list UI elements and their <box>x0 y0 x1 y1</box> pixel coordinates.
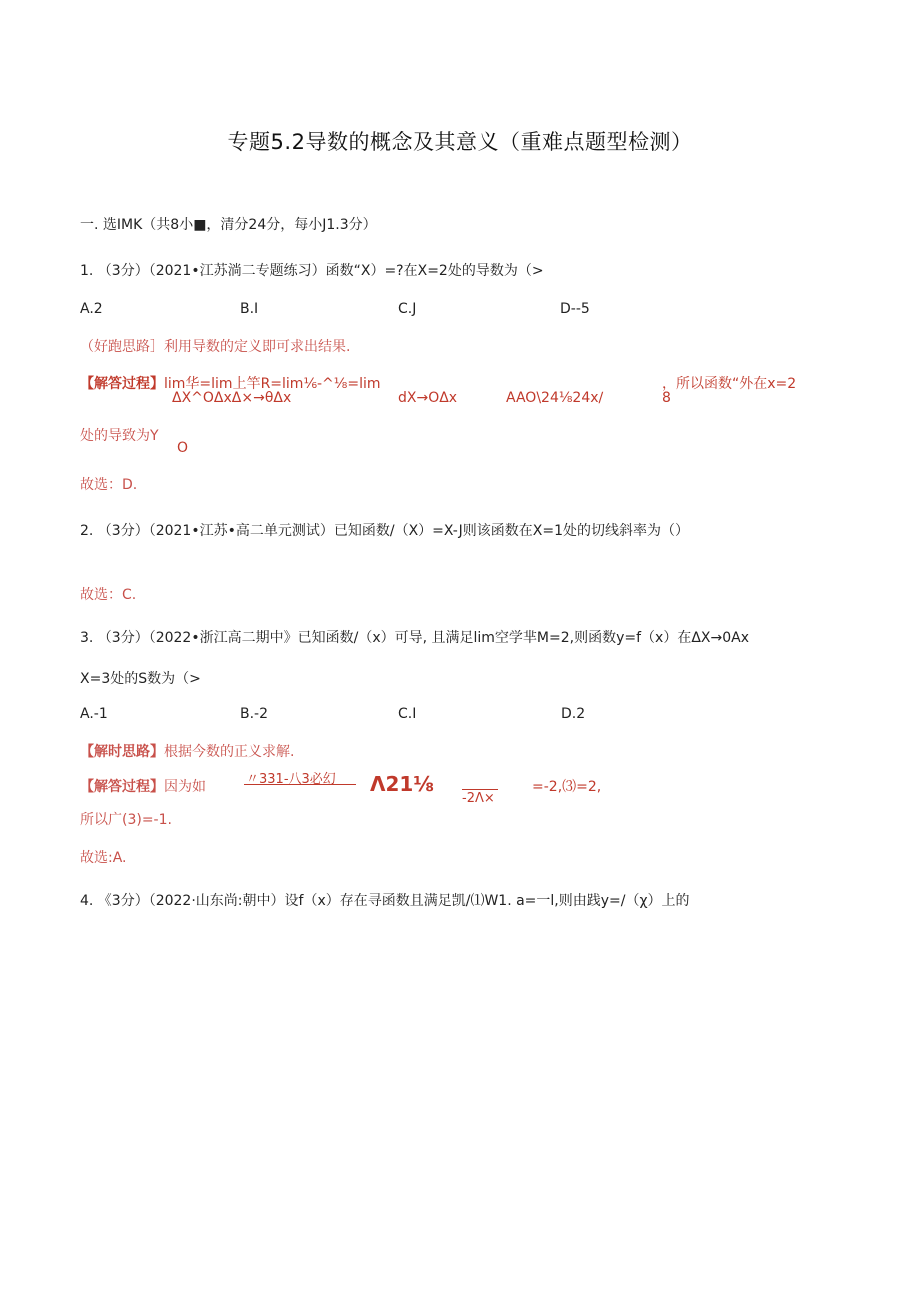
q3-denominator-bar <box>462 789 498 790</box>
q3-process-text: 因为如 <box>164 779 206 795</box>
q3-fraction-bar <box>244 784 356 785</box>
q1-derivative-line: 处的导致为Y <box>80 428 159 444</box>
q1-formula-tail-sub: 8 <box>662 390 671 406</box>
q1-option-a: A.2 <box>80 301 103 317</box>
q1-answer: 故选：D. <box>80 477 138 493</box>
q1-derivative-sub: O <box>177 440 189 456</box>
q1-formula-bottom-1: ΔX^OΔxΔ×→θΔx <box>172 390 292 406</box>
q3-option-c: C.I <box>398 706 417 722</box>
q3-fraction-denominator: -2Λ× <box>462 791 495 806</box>
q3-process <box>80 776 206 796</box>
q1-formula-bottom-2: dX→OΔx <box>398 390 458 406</box>
question-2-stem: 2. （3分）（2021•江苏•高二单元测试）已知函数/（X）=X-J则该函数在X=1处的切线斜率为（） <box>80 523 689 539</box>
q1-hint <box>80 336 350 356</box>
q3-option-b: B.-2 <box>240 706 269 722</box>
q1-hint-label: （好跑思路］ <box>80 339 164 355</box>
q3-hint <box>80 741 294 761</box>
q1-option-b: B.I <box>240 301 259 317</box>
q1-option-d: D--5 <box>560 301 590 317</box>
q1-option-c: C.J <box>398 301 417 317</box>
q1-hint-text: 利用导数的定义即可求出结果. <box>164 339 351 355</box>
q3-conclusion: 所以广(3)=-1. <box>80 812 172 828</box>
q3-option-d: D.2 <box>561 706 586 722</box>
q3-result: =-2,⑶=2, <box>532 779 602 795</box>
q3-answer: 故选:A. <box>80 850 127 866</box>
q1-process-label: 【解答过程】 <box>80 376 164 392</box>
question-3-stem-line1: 3. （3分）（2022•浙江高二期中》已知函数/（x）可导, 且满足lim空学芈M=2,则函数y=f（x）在ΔX→0Ax <box>80 630 749 646</box>
q1-formula-tail: ，所以函数“外在x=2 <box>662 376 797 392</box>
q1-formula-bottom-3: AAO\24⅛24x∕ <box>506 390 604 406</box>
q1-formula-top: lim华=lim上竿R=lim⅙-^⅛=lim <box>164 376 381 392</box>
q3-process-label: 【解答过程】 <box>80 779 164 795</box>
q3-hint-text: 根据今数的正义求解. <box>164 744 295 760</box>
page-title: 专题5.2导数的概念及其意义（重难点题型检测） <box>227 130 693 154</box>
q3-hint-label: 【解时思路】 <box>80 744 164 760</box>
question-1-stem: 1. （3分）（2021•江苏淌二专题练习）函数“X）=?在X=2处的导数为（> <box>80 263 544 279</box>
question-3-stem-line2: X=3处的S数为（> <box>80 671 201 687</box>
q2-answer: 故选：C. <box>80 587 137 603</box>
question-4-stem: 4. 《3分）（2022·山东尚:朝中）设f（x）存在寻函数且满足凯/⑴W1. a=一l,则由践y=/（χ）上的 <box>80 893 690 909</box>
q3-fraction-numerator: 〃331-八3必幻 <box>246 772 336 787</box>
section-heading: 一. 选IMK（共8小■，清分24分，每小J1.3分） <box>80 217 377 233</box>
q3-option-a: A.-1 <box>80 706 108 722</box>
q3-big-expression: Λ21⅛ <box>370 772 435 796</box>
